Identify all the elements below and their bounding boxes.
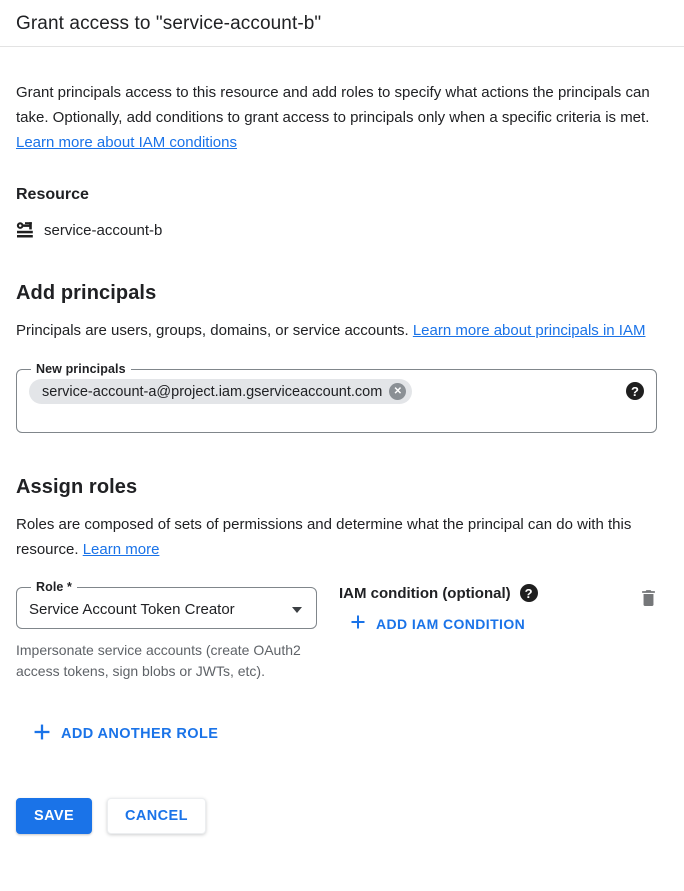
intro-text: Grant principals access to this resource and add roles to specify what actions the principals can take. Optionally, add conditions to grant access to principals only when a specific criteria is met.: [16, 84, 650, 126]
resource-name: service-account-b: [44, 221, 163, 239]
add-iam-condition-label: ADD IAM CONDITION: [376, 615, 526, 632]
dialog-body: [0, 80, 684, 745]
intro-paragraph: [16, 80, 668, 155]
iam-condition-label: IAM condition (optional): [339, 584, 511, 602]
save-button[interactable]: SAVE: [16, 798, 92, 834]
dialog-title: Grant access to "service-account-b": [16, 13, 322, 34]
add-another-role-label: ADD ANOTHER ROLE: [61, 726, 219, 742]
add-principals-paragraph: [16, 318, 668, 343]
role-column: [16, 580, 317, 682]
dialog-footer: [0, 798, 684, 834]
dialog-header: [0, 0, 684, 47]
resource-row: [16, 221, 668, 239]
delete-role-button[interactable]: [640, 588, 657, 610]
principal-chip-label: service-account-a@project.iam.gserviceaccount.com: [42, 383, 383, 400]
dropdown-arrow-icon: [292, 607, 302, 613]
principals-help-icon[interactable]: ?: [626, 382, 644, 400]
add-principals-text: Principals are users, groups, domains, or service accounts.: [16, 322, 413, 339]
condition-column: [339, 580, 636, 634]
add-another-role-button[interactable]: [34, 724, 218, 744]
role-select[interactable]: [16, 580, 317, 629]
role-row: [16, 580, 668, 682]
service-account-icon: [16, 221, 35, 239]
add-principals-heading: Add principals: [16, 282, 157, 304]
trash-icon: [640, 595, 657, 610]
condition-help-icon[interactable]: ?: [520, 584, 538, 602]
new-principals-input[interactable]: [16, 362, 657, 433]
plus-icon: [34, 724, 50, 744]
assign-roles-paragraph: [16, 512, 668, 562]
principals-learn-more-link[interactable]: Learn more about principals in IAM: [412, 322, 646, 339]
chip-remove-icon[interactable]: ✕: [389, 383, 406, 400]
assign-roles-text: Roles are composed of sets of permissions and determine what the principal can do with this resource.: [16, 516, 632, 558]
iam-conditions-learn-more-link[interactable]: Learn more about IAM conditions: [16, 134, 237, 151]
new-principals-label: New principals: [36, 362, 126, 376]
resource-heading: Resource: [16, 186, 89, 203]
principal-chip: [29, 379, 412, 404]
delete-column: [640, 580, 668, 612]
add-iam-condition-button[interactable]: [351, 615, 525, 632]
role-description: Impersonate service accounts (create OAuth2 access tokens, sign blobs or JWTs, etc).: [16, 642, 301, 679]
role-label: Role *: [36, 580, 73, 594]
role-selected-value: Service Account Token Creator: [29, 601, 235, 618]
roles-learn-more-link[interactable]: Learn more: [82, 541, 160, 558]
cancel-button[interactable]: CANCEL: [107, 798, 206, 834]
assign-roles-heading: Assign roles: [16, 476, 138, 498]
plus-icon: [351, 615, 365, 632]
